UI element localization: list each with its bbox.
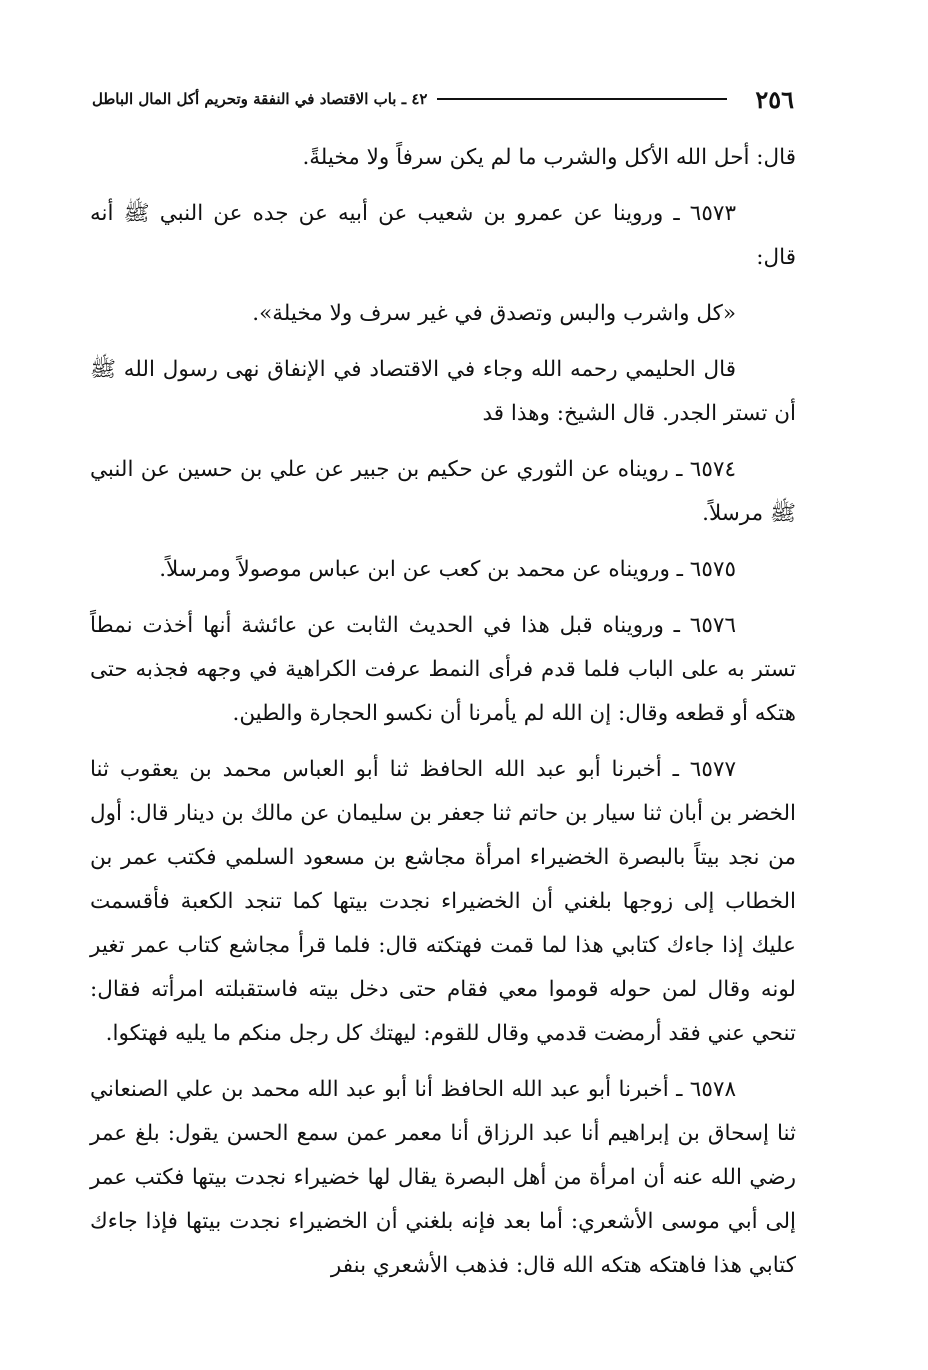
- paragraph: قال الحليمي رحمه الله وجاء في الاقتصاد في الإنفاق نهى رسول الله ﷺ أن تستر الجدر. قال الشيخ: وهذا قد: [90, 357, 796, 426]
- quoted-hadith: «كل واشرب والبس وتصدق في غير سرف ولا مخيلة».: [252, 301, 736, 326]
- chapter-title: ٤٢ ـ باب الاقتصاد في النفقة وتحريم أكل المال الباطل: [92, 90, 428, 108]
- hadith-paragraph: ٦٥٧٣ ـ وروينا عن عمرو بن شعيب عن أبيه عن جده عن النبي ﷺ أنه قال:: [90, 201, 796, 270]
- hadith-paragraph: ٦٥٧٥ ـ ورويناه عن محمد بن كعب عن ابن عباس موصولاً ومرسلاً.: [159, 557, 736, 582]
- hadith-paragraph: ٦٥٧٨ ـ أخبرنا أبو عبد الله الحافظ أنا أبو عبد الله محمد بن علي الصنعاني ثنا إسحاق بن إبراهيم أنا عبد الرزاق أنا معمر عمن سمع الحسن يقول: بلغ عمر رضي الله عنه أن امرأة من أهل البصرة يقال لها خضيراء نجدت بيتها فكتب عمر إلى أبي موسى الأشعري: أما بعد فإنه بلغني أن الخضيراء نجدت بيتها فإذا جاءك كتابي هذا فاهتكه هتكه الله قال: فذهب الأشعري بنفر: [90, 1077, 796, 1278]
- page-body: [90, 136, 796, 1300]
- page-number: ٢٥٦: [755, 84, 794, 114]
- paragraph: قال: أحل الله الأكل والشرب ما لم يكن سرفاً ولا مخيلةً.: [302, 145, 796, 170]
- hadith-paragraph: ٦٥٧٦ ـ ورويناه قبل هذا في الحديث الثابت عن عائشة أنها أخذت نمطاً تستر به على الباب فلما قدم فرأى النمط عرفت الكراهية في وجهه فجذبه حتى هتكه أو قطعه وقال: إن الله لم يأمرنا أن نكسو الحجارة والطين.: [90, 613, 796, 726]
- header-rule: [437, 98, 727, 100]
- hadith-paragraph: ٦٥٧٧ ـ أخبرنا أبو عبد الله الحافظ ثنا أبو العباس محمد بن يعقوب ثنا الخضر بن أبان ثنا سيار بن حاتم ثنا جعفر بن سليمان عن مالك بن دينار قال: أول من نجد بيتاً بالبصرة الخضيراء امرأة مجاشع بن مسعود السلمي فكتب عمر بن الخطاب إلى زوجها بلغني أن الخضيراء نجدت بيتها كما تنجد الكعبة فأقسمت عليك إذا جاءك كتابي هذا لما قمت فهتكته قال: فلما قرأ مجاشع كتاب عمر تغير لونه وقال لمن حوله قوموا معي فقام حتى دخل بيته فاستقبلته امرأته فقال: تنحي عني فقد أرمضت قدمي وقال للقوم: ليهتك كل رجل منكم ما يليه فهتكوا.: [90, 757, 796, 1046]
- page-header: [92, 82, 794, 116]
- hadith-paragraph: ٦٥٧٤ ـ رويناه عن الثوري عن حكيم بن جبير عن علي بن حسين عن النبي ﷺ مرسلاً.: [90, 457, 796, 526]
